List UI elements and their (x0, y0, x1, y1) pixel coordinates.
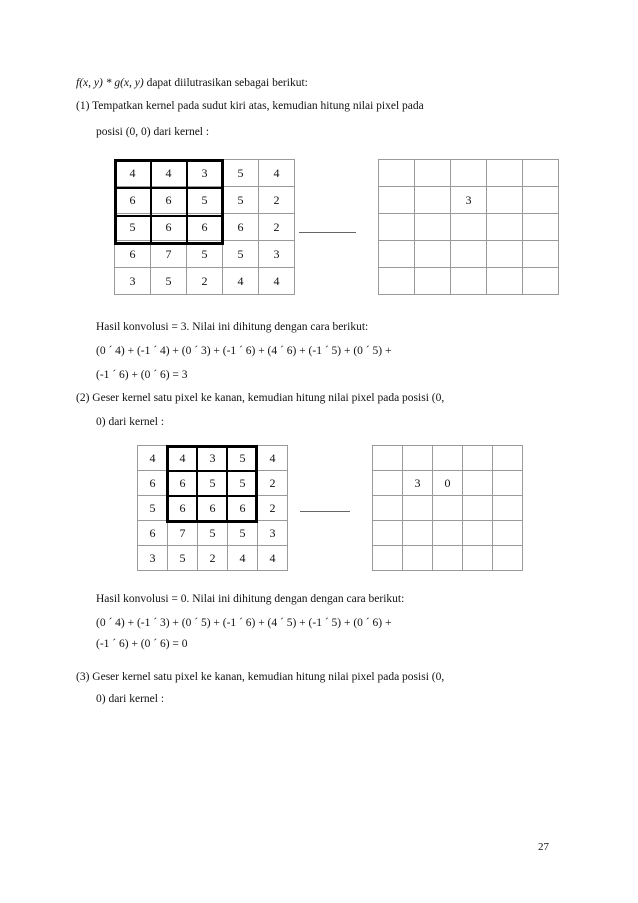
grid-cell: 6 (198, 496, 228, 521)
step1-kernel-rule (186, 159, 188, 245)
step1-result: Hasil konvolusi = 3. Nilai ini dihitung dengan cara berikut: (96, 321, 369, 333)
step2-kernel-rule (166, 495, 258, 497)
step3-line2: 0) dari kernel : (96, 693, 165, 705)
grid-cell: 4 (223, 268, 259, 295)
grid-cell: 2 (187, 268, 223, 295)
grid-cell (523, 187, 559, 214)
step2-connector-line (300, 511, 350, 512)
grid-cell: 5 (138, 496, 168, 521)
grid-cell: 6 (168, 496, 198, 521)
step2-calc2: (-1 ´ 6) + (0 ´ 6) = 0 (96, 638, 188, 650)
grid-cell: 5 (168, 546, 198, 571)
step1-connector-line (299, 232, 356, 233)
grid-cell: 3 (403, 471, 433, 496)
step2-kernel-highlight (166, 445, 258, 523)
grid-cell: 0 (433, 471, 463, 496)
grid-cell (487, 268, 523, 295)
grid-cell (433, 546, 463, 571)
grid-cell: 5 (223, 160, 259, 187)
grid-row (379, 268, 559, 295)
step1-kernel-rule (150, 159, 152, 245)
step2-result: Hasil konvolusi = 0. Nilai ini dihitung dengan dengan cara berikut: (96, 593, 405, 605)
grid-cell (373, 471, 403, 496)
grid-row (373, 471, 523, 496)
grid-cell: 6 (138, 471, 168, 496)
grid-cell: 2 (259, 187, 295, 214)
grid-row (379, 187, 559, 214)
grid-cell: 2 (258, 496, 288, 521)
grid-row (373, 446, 523, 471)
grid-cell: 3 (258, 521, 288, 546)
grid-cell (451, 214, 487, 241)
grid-cell: 4 (228, 546, 258, 571)
step3-line1: (3) Geser kernel satu pixel ke kanan, kemudian hitung nilai pixel pada posisi (0, (76, 671, 445, 683)
grid-cell: 5 (115, 214, 151, 241)
formula-text: f(x, y) * g(x, y) (76, 77, 144, 89)
grid-cell: 2 (198, 546, 228, 571)
step2-kernel-rule (196, 445, 198, 523)
grid-cell: 5 (228, 471, 258, 496)
grid-cell: 3 (451, 187, 487, 214)
grid-cell: 4 (259, 160, 295, 187)
grid-cell: 6 (115, 187, 151, 214)
grid-cell: 5 (228, 446, 258, 471)
grid-row (379, 241, 559, 268)
grid-cell: 3 (138, 546, 168, 571)
grid-cell (523, 268, 559, 295)
grid-cell (493, 521, 523, 546)
grid-cell (487, 160, 523, 187)
page-number: 27 (538, 841, 549, 853)
grid-cell: 5 (228, 521, 258, 546)
step1-line1: (1) Tempatkan kernel pada sudut kiri atas, kemudian hitung nilai pixel pada (76, 100, 424, 112)
grid-cell (373, 546, 403, 571)
grid-cell (379, 187, 415, 214)
grid-cell: 2 (259, 214, 295, 241)
step2-kernel-rule (226, 445, 228, 523)
grid-cell (415, 187, 451, 214)
step1-calc1: (0 ´ 4) + (-1 ´ 4) + (0 ´ 3) + (-1 ´ 6) + (4 ´ 6) + (-1 ´ 5) + (0 ´ 5) + (96, 345, 392, 357)
grid-cell (523, 241, 559, 268)
grid-cell: 3 (115, 268, 151, 295)
grid-cell (403, 521, 433, 546)
grid-cell: 5 (198, 521, 228, 546)
grid-cell (451, 160, 487, 187)
grid-cell: 5 (151, 268, 187, 295)
grid-cell (523, 214, 559, 241)
grid-cell (415, 268, 451, 295)
grid-cell (433, 446, 463, 471)
grid-cell (433, 496, 463, 521)
grid-cell (463, 471, 493, 496)
step1-kernel-rule (114, 215, 224, 217)
grid-cell (493, 471, 523, 496)
grid-cell: 4 (258, 546, 288, 571)
step2-output-grid (372, 445, 523, 571)
grid-cell: 6 (223, 214, 259, 241)
grid-cell (403, 496, 433, 521)
grid-cell: 4 (258, 446, 288, 471)
grid-cell: 6 (151, 214, 187, 241)
grid-cell: 2 (258, 471, 288, 496)
grid-cell (493, 496, 523, 521)
grid-cell: 5 (223, 241, 259, 268)
grid-cell: 7 (168, 521, 198, 546)
step2-calc1: (0 ´ 4) + (-1 ´ 3) + (0 ´ 5) + (-1 ´ 6) + (4 ´ 5) + (-1 ´ 5) + (0 ´ 6) + (96, 617, 392, 629)
grid-cell (373, 446, 403, 471)
grid-cell: 6 (168, 471, 198, 496)
grid-cell (463, 521, 493, 546)
grid-cell: 6 (138, 521, 168, 546)
grid-cell: 5 (198, 471, 228, 496)
grid-row (138, 546, 288, 571)
step1-calc2: (-1 ´ 6) + (0 ´ 6) = 3 (96, 369, 188, 381)
grid-cell (487, 214, 523, 241)
grid-cell (379, 241, 415, 268)
grid-cell (403, 546, 433, 571)
grid-cell: 4 (138, 446, 168, 471)
grid-cell: 4 (259, 268, 295, 295)
grid-cell (379, 268, 415, 295)
grid-cell (373, 496, 403, 521)
grid-cell (415, 241, 451, 268)
step1-kernel-rule (114, 187, 224, 189)
grid-row (379, 214, 559, 241)
grid-cell: 3 (187, 160, 223, 187)
grid-cell: 5 (223, 187, 259, 214)
grid-cell: 6 (151, 187, 187, 214)
grid-cell (493, 546, 523, 571)
grid-cell: 4 (168, 446, 198, 471)
grid-cell: 6 (228, 496, 258, 521)
grid-cell: 6 (187, 214, 223, 241)
grid-cell (451, 268, 487, 295)
grid-cell: 3 (259, 241, 295, 268)
grid-cell: 5 (187, 241, 223, 268)
step2-kernel-rule (166, 470, 258, 472)
grid-cell (463, 446, 493, 471)
grid-cell (487, 241, 523, 268)
grid-cell (433, 521, 463, 546)
grid-cell: 4 (151, 160, 187, 187)
step1-kernel-highlight (114, 159, 224, 245)
grid-cell (415, 214, 451, 241)
grid-cell (373, 521, 403, 546)
grid-cell (379, 214, 415, 241)
grid-row (379, 160, 559, 187)
grid-cell (493, 446, 523, 471)
grid-row (138, 521, 288, 546)
grid-cell (523, 160, 559, 187)
grid-cell: 5 (187, 187, 223, 214)
intro-line (76, 76, 308, 90)
grid-cell: 4 (115, 160, 151, 187)
grid-cell (379, 160, 415, 187)
grid-row (373, 496, 523, 521)
intro-text: dapat diilutrasikan sebagai berikut: (143, 77, 308, 89)
grid-cell: 3 (198, 446, 228, 471)
step2-line1: (2) Geser kernel satu pixel ke kanan, kemudian hitung nilai pixel pada posisi (0, (76, 392, 445, 404)
step2-line2: 0) dari kernel : (96, 416, 165, 428)
step1-output-grid (378, 159, 559, 295)
grid-cell (463, 546, 493, 571)
grid-cell: 7 (151, 241, 187, 268)
grid-cell (451, 241, 487, 268)
grid-row (373, 546, 523, 571)
grid-row (115, 268, 295, 295)
grid-cell (463, 496, 493, 521)
grid-cell: 6 (115, 241, 151, 268)
grid-cell (403, 446, 433, 471)
grid-cell (487, 187, 523, 214)
grid-cell (415, 160, 451, 187)
step1-line2: posisi (0, 0) dari kernel : (96, 126, 210, 138)
grid-row (373, 521, 523, 546)
